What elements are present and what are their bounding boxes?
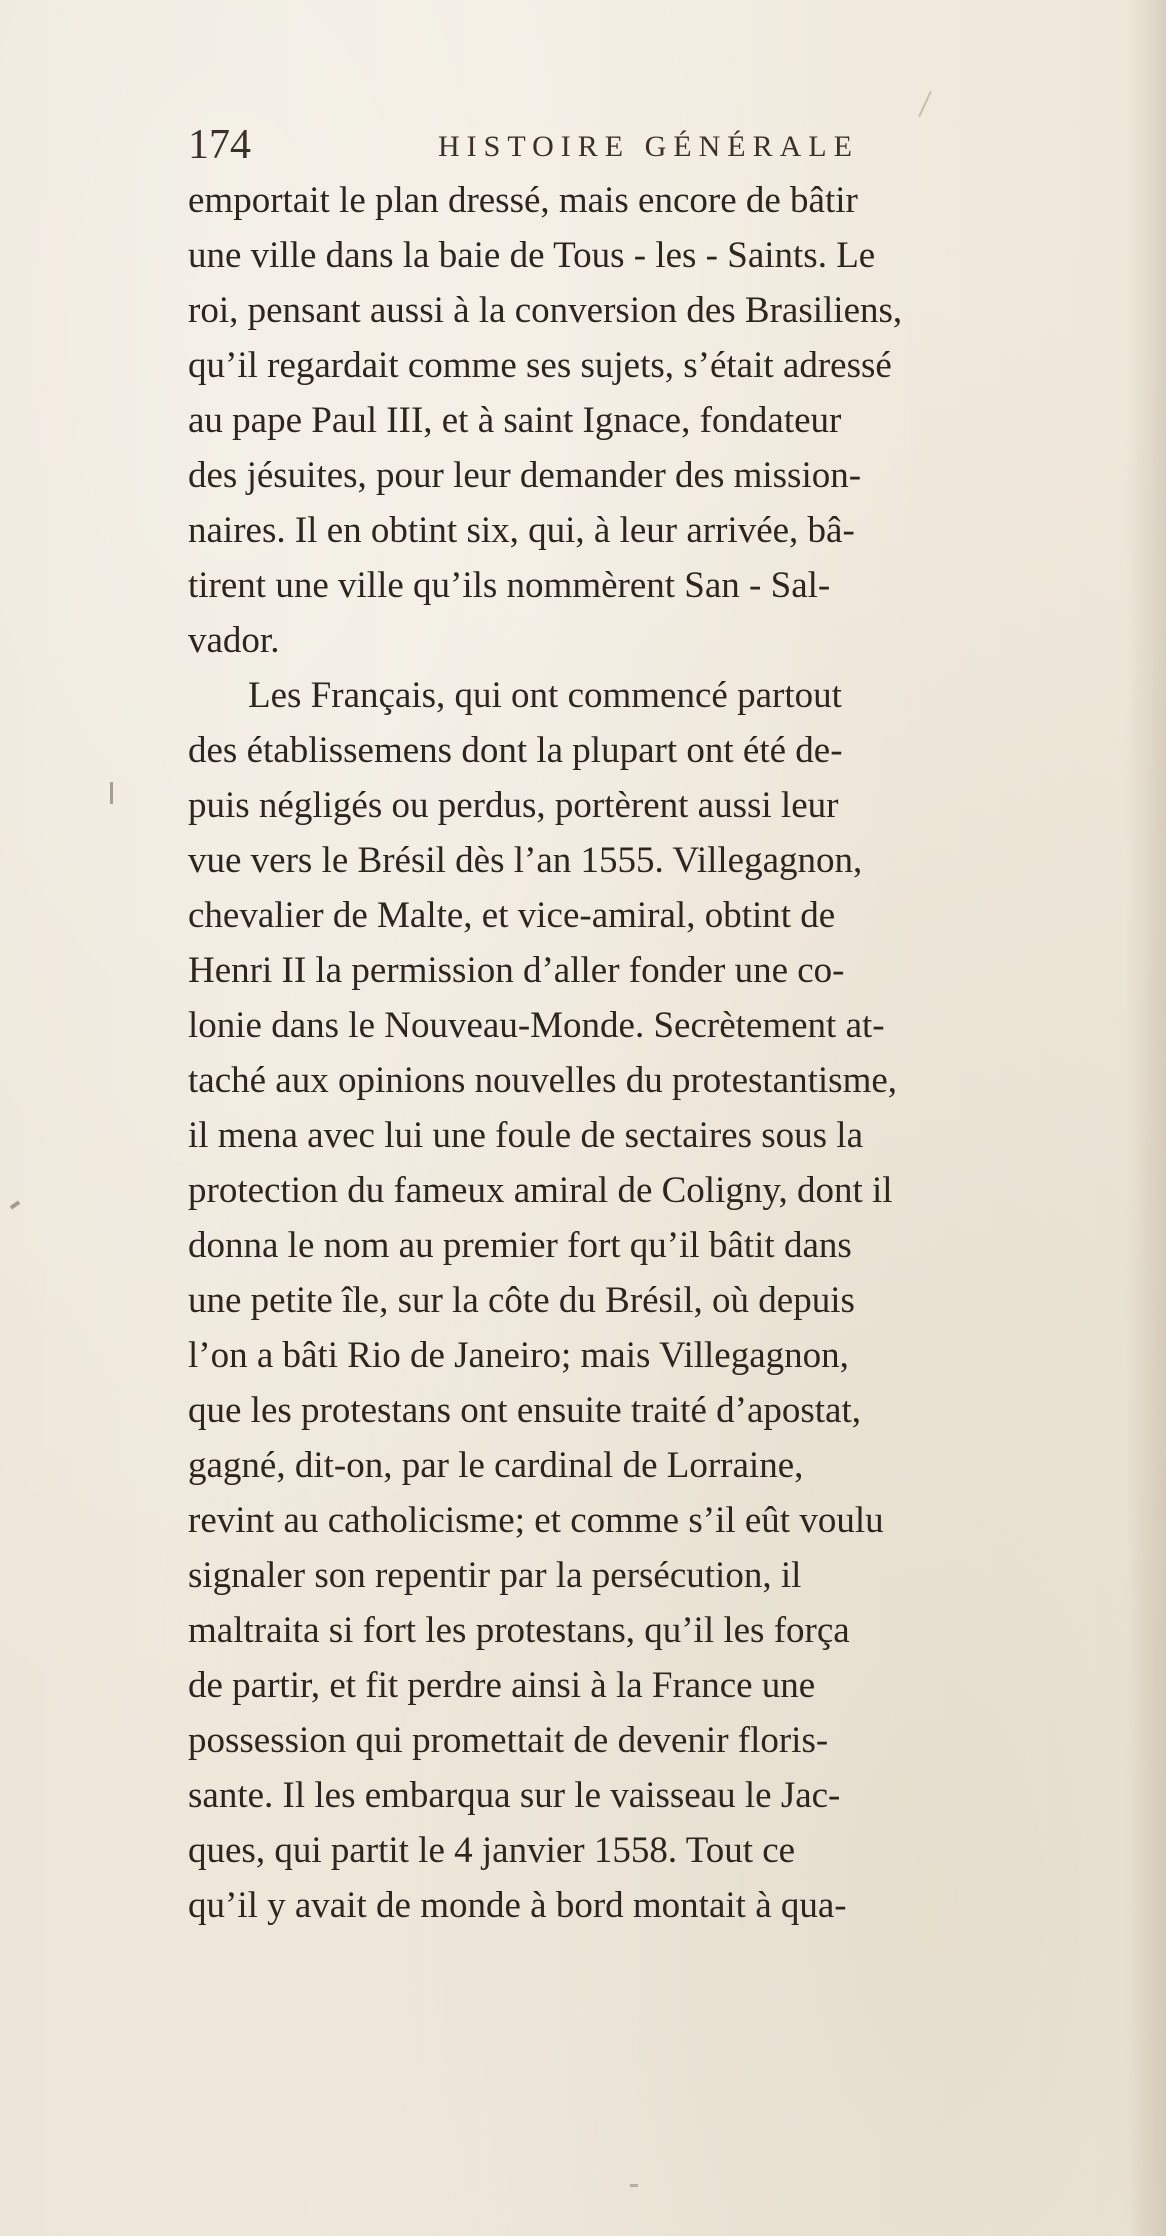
- text-line: tirent une ville qu’ils nommèrent San - Sal-: [188, 565, 831, 606]
- text-line: possession qui promettait de devenir floris-: [188, 1720, 829, 1761]
- text-line: de partir, et fit perdre ainsi à la France une: [188, 1665, 816, 1706]
- body-text: [188, 175, 1166, 1975]
- text-line: chevalier de Malte, et vice-amiral, obtint de: [188, 895, 836, 936]
- text-line: signaler son repentir par la persécution, il: [188, 1555, 802, 1596]
- text-line: protection du fameux amiral de Coligny, dont il: [188, 1170, 893, 1211]
- text-line: une ville dans la baie de Tous - les - Saints. Le: [188, 235, 876, 276]
- text-line: emportait le plan dressé, mais encore de bâtir: [188, 180, 858, 221]
- text-line: ques, qui partit le 4 janvier 1558. Tout ce: [188, 1830, 796, 1871]
- text-line: au pape Paul III, et à saint Ignace, fondateur: [188, 400, 842, 441]
- page-number: 174: [188, 122, 251, 168]
- text-line: l’on a bâti Rio de Janeiro; mais Villegagnon,: [188, 1335, 849, 1376]
- text-line: revint au catholicisme; et comme s’il eût voulu: [188, 1500, 884, 1541]
- text-line: une petite île, sur la côte du Brésil, où depuis: [188, 1280, 855, 1321]
- text-line: des établissemens dont la plupart ont été de-: [188, 730, 843, 771]
- text-line: des jésuites, pour leur demander des mission-: [188, 455, 862, 496]
- text-line: sante. Il les embarqua sur le vaisseau le Jac-: [188, 1775, 841, 1816]
- text-line: roi, pensant aussi à la conversion des Brasiliens,: [188, 290, 903, 331]
- text-line: qu’il y avait de monde à bord montait à qua-: [188, 1885, 847, 1926]
- margin-mark: [10, 1200, 20, 1209]
- margin-mark: [630, 2184, 638, 2187]
- text-line: donna le nom au premier fort qu’il bâtit dans: [188, 1225, 852, 1266]
- paragraph-first-line: Les Français, qui ont commencé partout: [248, 675, 842, 716]
- text-line: gagné, dit-on, par le cardinal de Lorraine,: [188, 1445, 804, 1486]
- text-line: vador.: [188, 620, 280, 661]
- text-line: vue vers le Brésil dès l’an 1555. Villegagnon,: [188, 840, 863, 881]
- text-line: il mena avec lui une foule de sectaires sous la: [188, 1115, 863, 1156]
- text-line: taché aux opinions nouvelles du protestantisme,: [188, 1060, 898, 1101]
- text-line: maltraita si fort les protestans, qu’il les força: [188, 1610, 850, 1651]
- text-line: lonie dans le Nouveau-Monde. Secrètement at-: [188, 1005, 885, 1046]
- running-title: HISTOIRE GÉNÉRALE: [438, 130, 859, 163]
- margin-mark: [110, 782, 113, 804]
- margin-mark: [918, 91, 932, 117]
- text-line: puis négligés ou perdus, portèrent aussi leur: [188, 785, 839, 826]
- text-line: naires. Il en obtint six, qui, à leur arrivée, bâ-: [188, 510, 855, 551]
- running-head: [188, 118, 948, 170]
- text-line: Henri II la permission d’aller fonder une co-: [188, 950, 845, 991]
- text-line: qu’il regardait comme ses sujets, s’était adressé: [188, 345, 892, 386]
- text-line: que les protestans ont ensuite traité d’apostat,: [188, 1390, 862, 1431]
